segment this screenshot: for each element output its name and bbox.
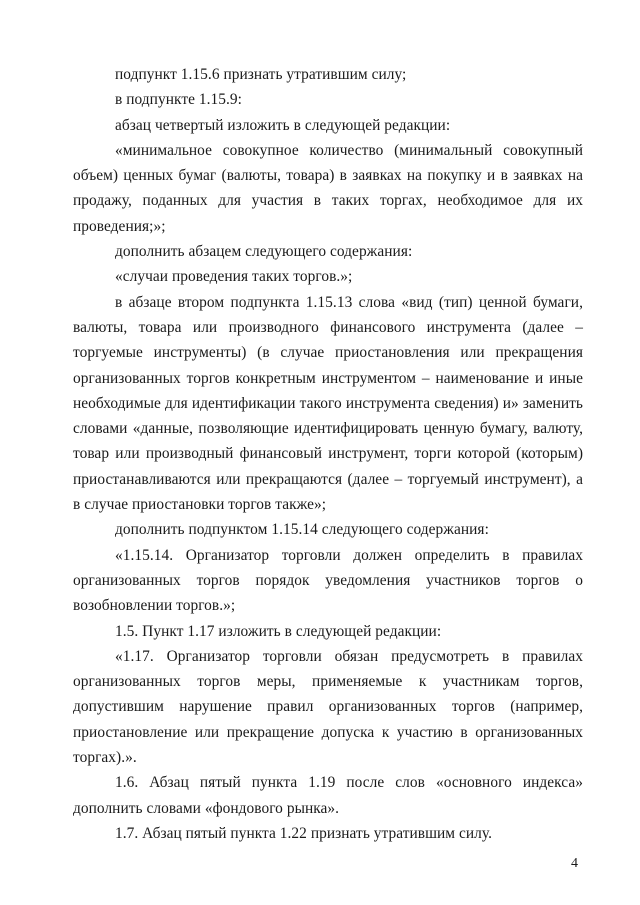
paragraph-5: дополнить абзацем следующего содержания: (115, 243, 413, 261)
paragraph-10: 1.5. Пункт 1.17 изложить в следующей редакции: (115, 622, 442, 640)
paragraph-4: «минимальное совокупное количество (минимальный совокупный объем) ценных бумаг (валюты, товара) в заявках на покупку и в заявках на продажу, поданных для участия в таких торгах, необходимое для их проведения;»; (73, 141, 583, 235)
page-number: 4 (571, 856, 578, 871)
paragraph-7: в абзаце втором подпункта 1.15.13 слова «вид (тип) ценной бумаги, валюты, товара или производного финансового инструмента (далее – торгуемые инструменты) (в случае приостановления или прекращения организованных торгов конкретным инструментом – наименование и иные необходимые для идентификации такого инструмента сведения) и» заменить словами «данные, позволяющие идентифицировать ценную бумагу, валюту, товар или производный финансовый инструмент, торги которой (которым) приостанавливаются или прекращаются (далее – торгуемый инструмент), а в случае приостановки торгов также»; (73, 293, 583, 514)
paragraph-8: дополнить подпунктом 1.15.14 следующего содержания: (115, 521, 489, 539)
paragraph-9: «1.15.14. Организатор торговли должен определить в правилах организованных торгов порядок уведомления участников торгов о возобновлении торгов.»; (73, 546, 583, 615)
document-body (73, 62, 583, 846)
paragraph-3: абзац четвертый изложить в следующей редакции: (115, 116, 451, 134)
paragraph-2: в подпункте 1.15.9: (115, 91, 242, 109)
paragraph-1: подпункт 1.15.6 признать утратившим силу; (115, 66, 407, 83)
paragraph-12: 1.6. Абзац пятый пункта 1.19 после слов «основного индекса» дополнить словами «фондового рынка». (73, 774, 583, 817)
paragraph-6: «случаи проведения таких торгов.»; (115, 268, 353, 286)
paragraph-13: 1.7. Абзац пятый пункта 1.22 признать утратившим силу. (115, 824, 492, 842)
paragraph-11: «1.17. Организатор торговли обязан предусмотреть в правилах организованных торгов меры, применяемые к участникам торгов, допустившим нарушение правил организованных торгов (например, приостановление или прекращение допуска к участию в организованных торгах).». (73, 647, 583, 767)
